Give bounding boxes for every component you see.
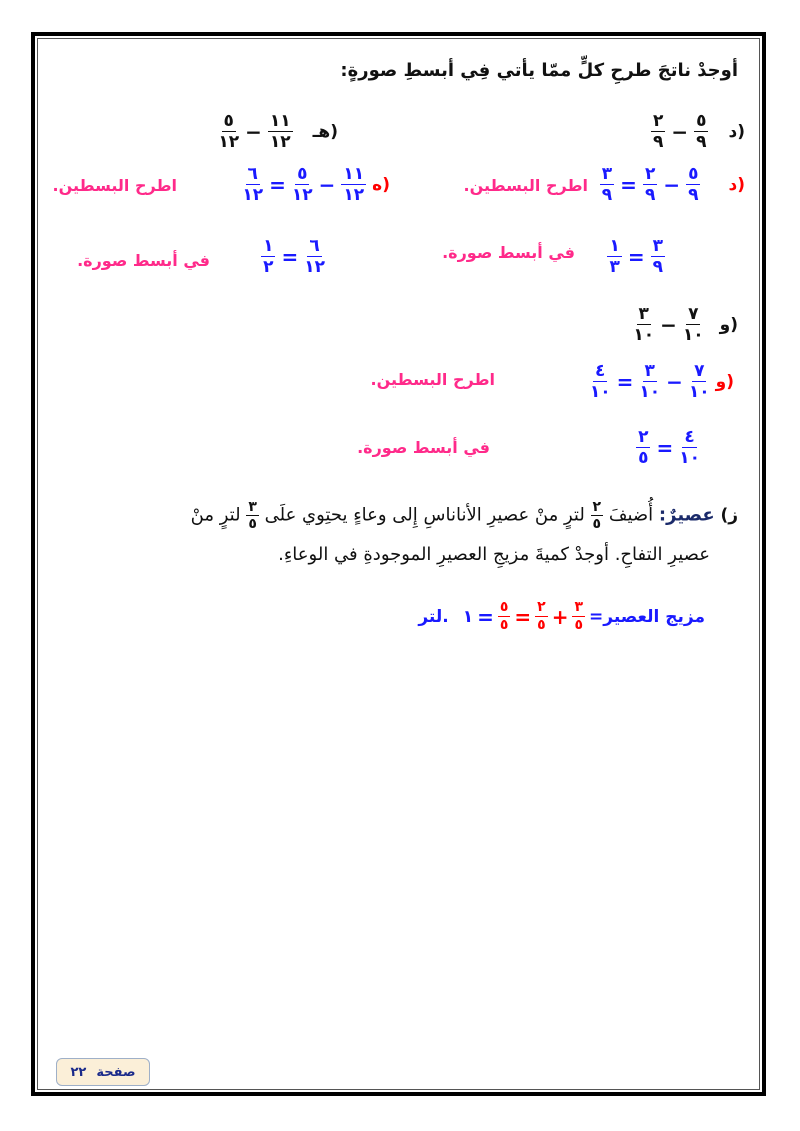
denominator: ٣ — [609, 257, 620, 277]
fraction — [607, 237, 621, 276]
answer-label: د) — [728, 174, 745, 195]
denominator: ٩ — [688, 185, 699, 205]
fraction — [689, 362, 710, 401]
denominator: ٥ — [248, 516, 257, 532]
numerator: ٢ — [638, 427, 649, 447]
denominator: ٥ — [592, 516, 602, 532]
page-number-badge — [56, 1058, 150, 1086]
question-label: د) — [728, 121, 745, 142]
unit-label: لتر. — [418, 606, 449, 627]
fraction — [246, 500, 259, 531]
fraction — [636, 428, 650, 467]
numerator: ٣ — [644, 361, 655, 381]
fraction — [694, 112, 708, 151]
minus-sign: − — [245, 119, 262, 144]
denominator: ١٠ — [639, 382, 661, 402]
minus-sign: − — [318, 172, 336, 197]
numerator: ٣ — [652, 236, 663, 256]
denominator: ١٠ — [679, 448, 700, 468]
fraction — [633, 305, 654, 344]
step-note: في أبسط صورة. — [77, 251, 210, 270]
fraction — [643, 165, 657, 204]
equals-sign: = — [627, 244, 645, 269]
instructions-title: أوجدْ ناتجَ طرحِ كلٍّ ممّا يأتي فِي أبسطِ صورةٍ: — [340, 60, 738, 81]
fraction — [651, 237, 665, 276]
denominator: ٥ — [574, 617, 584, 633]
denominator: ٩ — [652, 132, 664, 152]
numerator: ٥ — [688, 164, 699, 184]
result-value: ١ — [462, 606, 474, 627]
denominator: ١٠ — [633, 325, 655, 345]
answer-label: ه) — [372, 174, 390, 195]
step-note: اطرح البسطين. — [370, 370, 495, 389]
denominator: ١٢ — [343, 185, 365, 205]
question-d — [651, 112, 745, 151]
page-number: ٢٢ — [70, 1064, 87, 1080]
step-note: في أبسط صورة. — [442, 243, 575, 262]
numerator: ٥ — [223, 111, 234, 131]
fraction — [679, 428, 700, 467]
fraction — [304, 237, 325, 276]
numerator: ٢ — [652, 111, 664, 131]
equals-sign: = — [656, 435, 674, 460]
fraction — [268, 112, 293, 151]
numerator: ٥ — [499, 599, 509, 615]
equals-sign: = — [620, 172, 637, 197]
fraction — [218, 112, 239, 151]
question-label: ز) — [720, 505, 738, 526]
numerator: ٣ — [248, 499, 257, 515]
plus-sign: + — [551, 604, 569, 629]
step-note: اطرح البسطين. — [463, 176, 588, 195]
numerator: ٧ — [688, 304, 699, 324]
denominator: ١٠ — [682, 325, 704, 345]
denominator: ٩ — [652, 257, 663, 277]
fraction — [498, 600, 511, 633]
answer-label: و) — [715, 371, 734, 392]
fraction — [686, 165, 700, 204]
denominator: ٥ — [537, 617, 546, 633]
denominator: ١٢ — [218, 132, 240, 152]
numerator: ١ — [263, 236, 274, 256]
fraction — [572, 600, 585, 633]
fraction — [591, 500, 604, 531]
denominator: ٩ — [644, 185, 656, 205]
denominator: ١٢ — [242, 185, 264, 205]
denominator: ١٢ — [291, 185, 313, 205]
question-label: هـ) — [312, 121, 338, 142]
answer-z — [418, 600, 705, 633]
answer-d-step1 — [600, 165, 745, 204]
numerator: ٤ — [595, 361, 606, 381]
numerator: ٧ — [694, 361, 705, 381]
denominator: ٩ — [601, 185, 613, 205]
numerator: ٢ — [537, 599, 546, 615]
minus-sign: − — [660, 312, 677, 337]
equals-sign: = — [514, 604, 532, 629]
problem-line-1: ز) عصيرٌ: أُضيفَ $\frac{٢}{٥}$ لترٍ منْ عصيرِ الأناناسِ إِلى وعاءٍ يحتِوي علَى $\frac{٣}{٥}$ لترٍ منْ — [190, 499, 738, 532]
fraction — [590, 362, 611, 401]
numerator: ٦ — [247, 164, 258, 184]
numerator: ٣ — [574, 599, 584, 615]
denominator: ١٠ — [688, 382, 710, 402]
numerator: ٢ — [592, 499, 602, 515]
equals-sign: = — [616, 369, 634, 394]
fraction — [292, 165, 313, 204]
denominator: ٢ — [263, 257, 274, 277]
answer-h-step2 — [261, 237, 325, 276]
minus-sign: − — [663, 172, 681, 197]
denominator: ٥ — [499, 617, 509, 633]
minus-sign: − — [666, 369, 683, 394]
step-note: اطرح البسطين. — [52, 176, 177, 195]
answer-d-step2 — [607, 237, 665, 276]
numerator: ١١ — [343, 164, 365, 184]
fraction — [535, 600, 548, 633]
fraction — [651, 112, 665, 151]
fraction — [242, 165, 263, 204]
question-w — [633, 305, 738, 344]
equals-sign: = — [477, 604, 494, 629]
denominator: ١٢ — [304, 257, 325, 277]
step-note: في أبسط صورة. — [357, 438, 490, 457]
numerator: ٣ — [601, 164, 613, 184]
numerator: ٤ — [684, 427, 695, 447]
numerator: ٣ — [638, 304, 649, 324]
fraction — [341, 165, 366, 204]
problem-keyword: عصيرٌ: — [658, 504, 715, 526]
answer-w-step1 — [590, 362, 734, 401]
numerator: ٥ — [297, 164, 308, 184]
answer-label: مزيج العصير= — [589, 606, 705, 627]
denominator: ١٠ — [589, 382, 611, 402]
equals-sign: = — [281, 244, 299, 269]
question-label: و) — [719, 314, 738, 335]
equals-sign: = — [269, 172, 286, 197]
answer-h-step1 — [242, 165, 390, 204]
answer-w-step2 — [636, 428, 700, 467]
fraction — [683, 305, 704, 344]
denominator: ٥ — [638, 448, 649, 468]
page-word: صفحة — [96, 1064, 136, 1080]
denominator: ١٢ — [269, 132, 291, 152]
numerator: ١١ — [269, 111, 291, 131]
numerator: ١ — [609, 236, 620, 256]
fraction — [261, 237, 275, 276]
denominator: ٩ — [696, 132, 707, 152]
fraction — [600, 165, 614, 204]
fraction — [639, 362, 660, 401]
numerator: ٢ — [644, 164, 656, 184]
numerator: ٦ — [309, 236, 320, 256]
word-problem-z — [191, 500, 738, 567]
numerator: ٥ — [696, 111, 707, 131]
minus-sign: − — [671, 119, 689, 144]
problem-line-2: عصيرِ التفاحِ. أوجدْ كميةَ مزيجِ العصيرِ الموجودةِ في الوعاءِ. — [278, 544, 710, 565]
question-h — [218, 112, 338, 151]
